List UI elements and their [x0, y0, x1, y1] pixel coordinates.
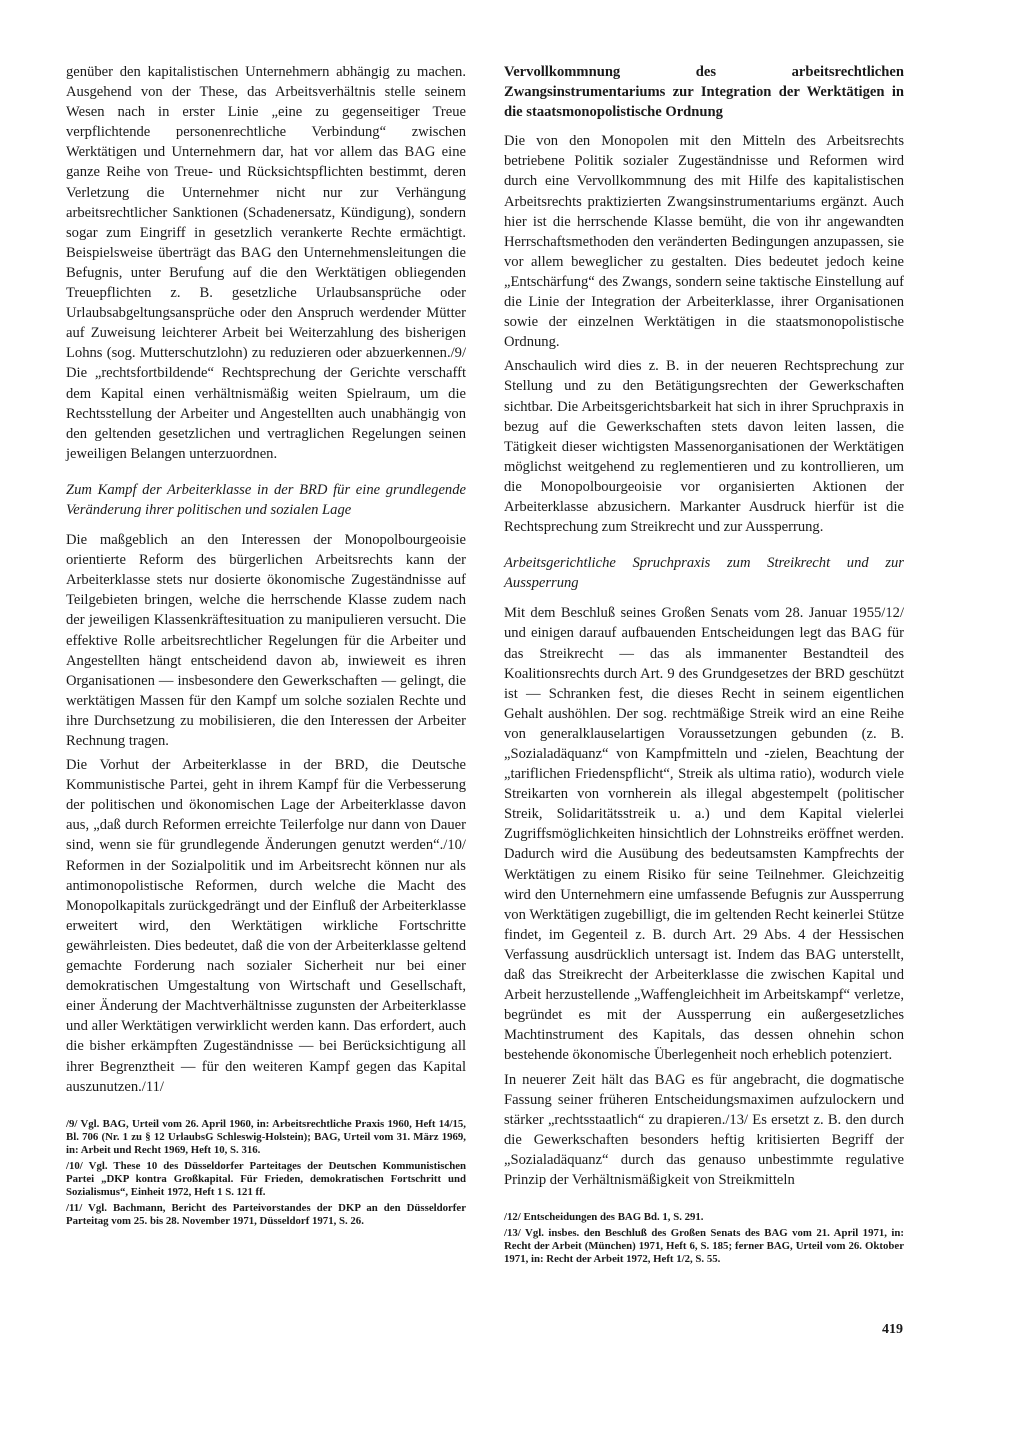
body-paragraph: Die Vorhut der Arbeiterklasse in der BRD, die Deutsche Kommunistische Partei, geht in ihrem Kampf für die Verbesserung der politischen und ökonomischen Lage der Arbeiterklasse davon aus, „daß durch Reformen erreichte Teilerfolge nur dann von Dauer sind, wenn sie für grundlegende Änderungen genutzt werden“./10/ Reformen in der Sozialpolitik und im Arbeitsrecht können nur als antimonopolistische Reformen, durch welche die Macht des Monopolkapitals zurückgedrängt und der Einfluß der Arbeiterklasse erweitert wird, den Werktätigen wirkliche Fortschritte gewährleisten. Dies bedeutet, daß die von der Arbeiterklasse geltend gemachte Forderung nach sozialer Sicherheit nur bei einer demokratischen Umgestaltung von Wirtschaft und Gesellschaft, einer Änderung der Machtverhältnisse zugunsten der Arbeiterklasse und aller Werktätigen verwirklicht werden kann. Das erfordert, auch die bisher erkämpften Zugeständnisse — bei Berücksichtigung all ihrer Begrenztheit — für den weiteren Kampf gegen das Kapital auszunutzen./11/: [66, 757, 466, 1095]
page-number: 419: [882, 1322, 903, 1337]
body-paragraph: Die maßgeblich an den Interessen der Monopolbourgeoisie orientierte Reform des bürgerlichen Arbeitsrechts kann der Arbeiterklasse stets nur dosierte ökonomische Zugeständnisse auf Teilgebieten bringen, welche die herrschende Klasse zudem nach der jeweiligen Klassenkräftesituation zu manipulieren versucht. Die effektive Rolle arbeitsrechtlicher Regelungen für die Arbeiter und Angestellten hängt entscheidend davon ab, inwieweit es ihren Organisationen — insbesondere den Gewerkschaften — gelingt, die werktätigen Massen für den Kampf um solche sozialen Rechte und ihre Durchsetzung zu mobilisieren, die den Interessen der Arbeiter Rechnung tragen.: [66, 532, 466, 749]
section-heading-spruchpraxis: Arbeitsgerichtliche Spruchpraxis zum Streikrecht und zur Aussperrung: [504, 555, 904, 592]
footnote-11: /11/ Vgl. Bachmann, Bericht des Parteivorstandes der DKP an den Düsseldorfer Parteitag vom 25. bis 28. November 1971, Düsseldorf 1971, S. 26.: [66, 1202, 466, 1228]
footnotes-right: [504, 1211, 904, 1266]
section-heading-vervollkommnung: Vervollkommnung des arbeitsrechtlichen Zwangsinstrumentariums zur Integration der Werktätigen in die staatsmonopolistische Ordnung: [504, 64, 904, 121]
body-paragraph: Mit dem Beschluß seines Großen Senats vom 28. Januar 1955/12/ und einigen darauf aufbauenden Entscheidungen legt das BAG für das Streikrecht — das als immanenter Bestandteil des Koalitionsrechts durch Art. 9 des Grundgesetzes der BRD geschützt ist — Schranken fest, die dieses Recht in seinem eigentlichen Gehalt aushöhlen. Der sog. rechtmäßige Streik wird an eine Reihe von generalklauselartigen Voraussetzungen gebunden (z. B. „Sozialadäquanz“ von Kampfmitteln und -zielen, Beachtung der „tariflichen Friedenspflicht“, Streik als ultima ratio), wodurch viele Streikarten von vornherein als illegal abgestempelt (politischer Streik, Solidaritätsstreik u. a.) und dem Kapital vielerlei Zugriffsmöglichkeiten hinsichtlich der Lohnstreiks eröffnet werden. Dadurch wird die Ausübung des bedeutsamsten Kampfrechts der Werktätigen zu einem Risiko für seine Teilnehmer. Gleichzeitig wird den Unternehmern eine umfassende Befugnis zur Aussperrung von Werktätigen zugebilligt, die im geltenden Recht keinerlei Stütze findet, im Gegenteil z. B. durch Art. 29 Abs. 4 der Hessischen Verfassung ausdrücklich untersagt ist. Indem das BAG unterstellt, daß das Streikrecht der Arbeiterklasse die zwischen Kapital und Arbeit herzustellende „Waffengleichheit im Arbeitskampf“ verletze, begründet es mit der Aussperrung ein außergesetzliches Machtinstrument des Kapitals, das dessen ohnehin schon bestehende ökonomische Überlegenheit noch erheblich potenziert.: [504, 605, 904, 1064]
left-column: [66, 62, 466, 1231]
body-paragraph: Anschaulich wird dies z. B. in der neueren Rechtsprechung zur Stellung und zu den Betätigungsrechten der Gewerkschaften sichtbar. Die Arbeitsgerichtsbarkeit hat sich in ihrer Spruchpraxis in bezug auf die Gewerkschaften stets davon leiten lassen, die Tätigkeit dieser wichtigsten Massenorganisationen der Werktätigen möglichst weitgehend zu reglementieren und zu kontrollieren, um die Monopolbourgeoisie vor organisierten Aktionen der Arbeiterklasse abzusichern. Markanter Ausdruck hierfür ist die Rechtsprechung zum Streikrecht und zur Aussperrung.: [504, 358, 904, 536]
footnote-12: /12/ Entscheidungen des BAG Bd. 1, S. 291.: [504, 1211, 704, 1224]
footnote-13: /13/ Vgl. insbes. den Beschluß des Großen Senats des BAG vom 21. April 1971, in: Recht der Arbeit (München) 1971, Heft 6, S. 185; ferner BAG, Urteil vom 26. Oktober 1971, in: Recht der Arbeit 1972, Heft 1/2, S. 55.: [504, 1227, 904, 1266]
right-column: [504, 62, 904, 1269]
footnote-9: /9/ Vgl. BAG, Urteil vom 26. April 1960, in: Arbeitsrechtliche Praxis 1960, Heft 14/15, Bl. 706 (Nr. 1 zu § 12 UrlaubsG Schleswig-Holstein); BAG, Urteil vom 31. März 1969, in: Arbeit und Recht 1969, Heft 10, S. 316.: [66, 1117, 466, 1156]
body-paragraph: genüber den kapitalistischen Unternehmern abhängig zu machen. Ausgehend von der These, das Arbeitsverhältnis stelle seinem Wesen nach in erster Linie „eine zu gegenseitiger Treue verpflichtende personenrechtliche Verbindung“ zwischen Werktätigen und Unternehmern dar, hat vor allem das BAG eine ganze Reihe von Treue- und Rücksichtspflichten bestimmt, deren Verletzung die Unternehmer nicht nur zur Verhängung arbeitsrechtlicher Sanktionen (Schadenersatz, Kündigung), sondern sogar zum Eingriff in gesetzlich verankerte Rechte ermächtigt. Beispielsweise überträgt das BAG den Unternehmensleitungen die Befugnis, unter Berufung auf die den Werktätigen obliegenden Treuepflichten z. B. gesetzliche Urlaubsansprüche oder Urlaubsabgeltungsansprüche oder den Anspruch werdender Mütter auf Zuweisung leichterer Arbeit bei Weiterzahlung des bisherigen Lohns (sog. Mutterschutzlohn) zu reduzieren oder abzuerkennen./9/ Die „rechtsfortbildende“ Rechtsprechung der Gerichte verschafft dem Kapital einen verhältnismäßig weiten Spielraum, um die Rechtsstellung der Arbeiter und Angestellten auch unabhängig von den geltenden gesetzlichen und vertraglichen Regelungen seinen jeweiligen Belangen unterzuordnen.: [66, 64, 466, 462]
section-heading-kampf: Zum Kampf der Arbeiterklasse in der BRD für eine grundlegende Veränderung ihrer politischen und sozialen Lage: [66, 481, 466, 518]
footnotes-left: [66, 1118, 466, 1229]
footnote-10: /10/ Vgl. These 10 des Düsseldorfer Parteitages der Deutschen Kommunistischen Partei „DKP kontra Großkapital. Für Frieden, demokratischen Fortschritt und Sozialismus“, Einheit 1972, Heft 1 S. 121 ff.: [66, 1159, 466, 1199]
body-paragraph: In neuerer Zeit hält das BAG es für angebracht, die dogmatische Fassung seiner früheren Entscheidungsmaximen aufzulockern und stärker „rechtsstaatlich“ zu drapieren./13/ Es ersetzt z. B. den durch die Gewerkschaften besonders heftig kritisierten Begriff der „Sozialadäquanz“ durch das genauso unbestimmte regulative Prinzip der Verhältnismäßigkeit von Streikmitteln: [504, 1071, 904, 1188]
body-paragraph: Die von den Monopolen mit den Mitteln des Arbeitsrechts betriebene Politik sozialer Zugeständnisse und Reformen wird durch eine Vervollkommnung des mit Hilfe des kapitalistischen Arbeitsrechts praktizierten Zwangsinstrumentariums ergänzt. Auch hier ist die herrschende Klasse bemüht, die von ihr angewandten Herrschaftsmethoden den veränderten Bedingungen anzupassen, sie vor allem beweglicher zu gestalten. Dies bedeutet jedoch keine „Entschärfung“ des Zwangs, sondern seine taktische Einstellung auf die Linie der Integration der Arbeiterklasse, ihrer Organisationen sowie der einzelnen Werktätigen in die staatsmonopolistische Ordnung.: [504, 133, 904, 351]
